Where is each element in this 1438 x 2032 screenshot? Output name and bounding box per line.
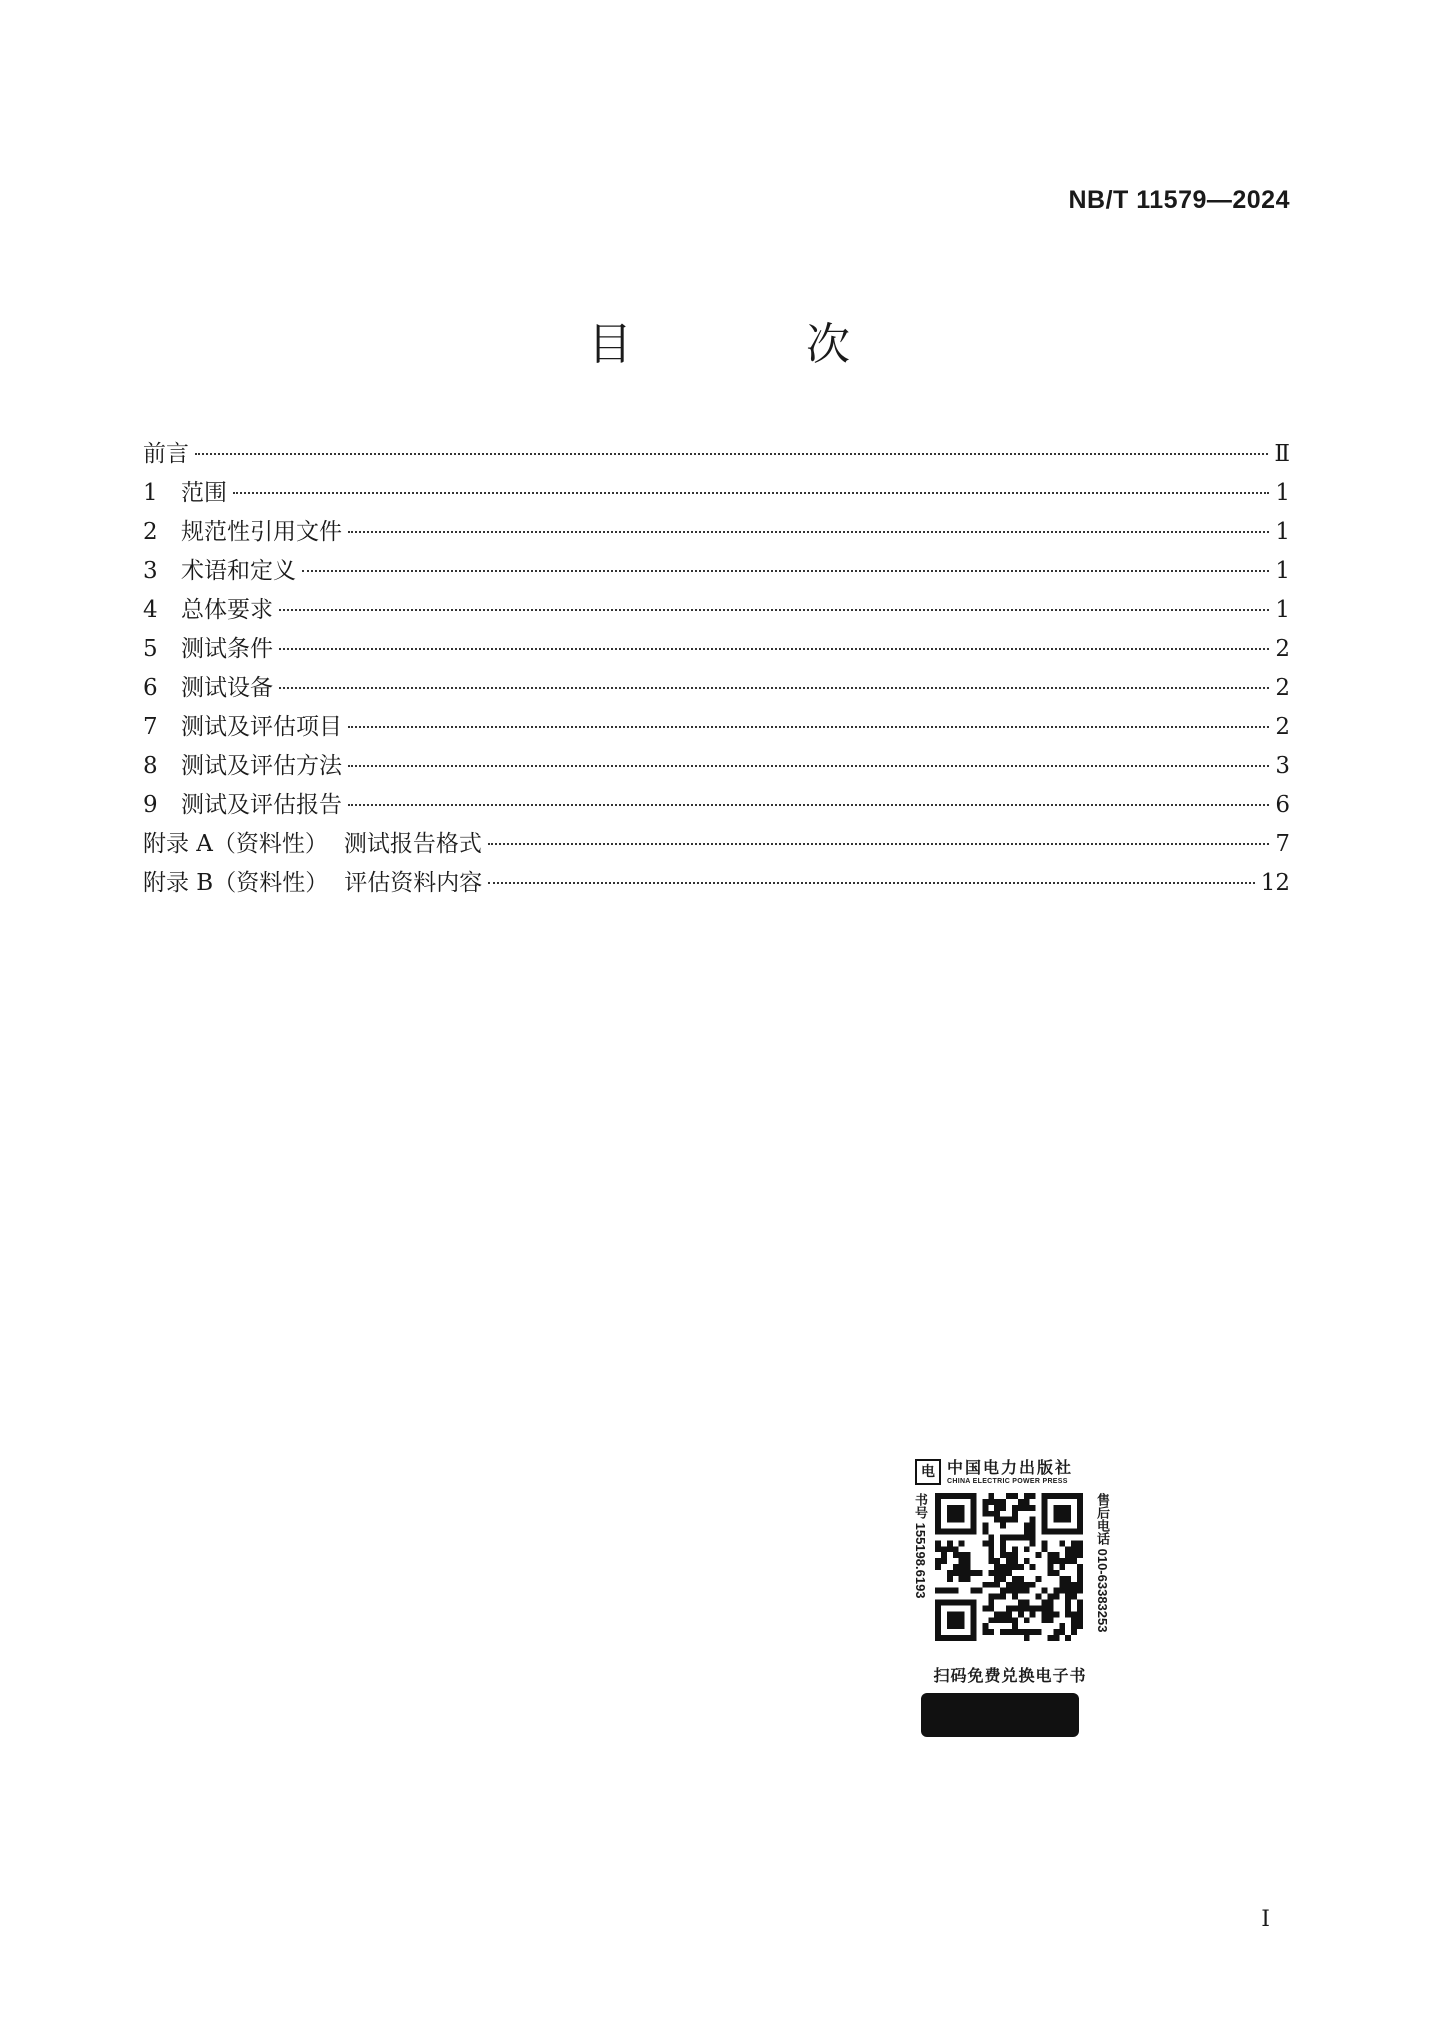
- toc-entry-label: 测试及评估方法: [181, 753, 342, 779]
- toc-leader: [279, 648, 1269, 650]
- toc-entry-foreword[interactable]: [143, 435, 1290, 474]
- toc-entry-number: 6: [143, 675, 158, 701]
- toc-leader: [279, 687, 1269, 689]
- book-number: 书号 155198.6193: [913, 1493, 928, 1599]
- toc-entry-page: 2: [1275, 675, 1290, 701]
- toc-entry-8[interactable]: [143, 747, 1290, 786]
- toc-entry-label: 测试及评估项目: [181, 714, 342, 740]
- toc-entry-label: 术语和定义: [181, 558, 296, 584]
- toc-leader: [348, 531, 1269, 533]
- toc-entry-number: 2: [143, 519, 158, 545]
- service-hotline: 售后电话 010-63383253: [1095, 1493, 1110, 1633]
- toc-entry-page: 1: [1275, 480, 1290, 506]
- toc-entry-label: [143, 825, 482, 864]
- toc-leader: [488, 843, 1269, 845]
- annex-prefix: 附录 A（资料性）: [143, 831, 328, 857]
- toc-entry-label: 测试及评估报告: [181, 792, 342, 818]
- qr-middle: [913, 1493, 1110, 1671]
- toc-entry-number: 9: [143, 792, 158, 818]
- toc-entry-label: 测试条件: [181, 636, 273, 662]
- publisher-text: [947, 1459, 1073, 1486]
- toc-entry-page: 6: [1275, 792, 1290, 818]
- ebook-qr-sticker: [913, 1455, 1110, 1735]
- toc-entry-label: 前言: [143, 441, 189, 467]
- toc-entry-page: 3: [1275, 753, 1290, 779]
- publisher-name-cn: 中国电力出版社: [947, 1457, 1074, 1477]
- table-of-contents: [143, 435, 1290, 903]
- publisher-name-en: CHINA ELECTRIC POWER PRESS: [947, 1477, 1068, 1485]
- toc-entry-5[interactable]: [143, 630, 1290, 669]
- toc-entry-4[interactable]: [143, 591, 1290, 630]
- toc-entry-label: 测试设备: [181, 675, 273, 701]
- toc-leader: [279, 609, 1269, 611]
- toc-entry-page: 1: [1275, 519, 1290, 545]
- toc-entry-number: 3: [143, 558, 158, 584]
- toc-entry-label: 规范性引用文件: [181, 519, 342, 545]
- toc-entry-3[interactable]: [143, 552, 1290, 591]
- toc-leader: [348, 726, 1269, 728]
- toc-entry-6[interactable]: [143, 669, 1290, 708]
- toc-entry-label: [143, 864, 482, 903]
- toc-entry-number: 4: [143, 597, 158, 623]
- toc-entry-annex-a[interactable]: [143, 825, 1290, 864]
- annex-title: 评估资料内容: [344, 870, 483, 896]
- page-number: I: [1261, 1907, 1270, 1932]
- annex-prefix: 附录 B（资料性）: [143, 870, 329, 896]
- toc-entry-9[interactable]: [143, 786, 1290, 825]
- toc-entry-number: 7: [143, 714, 158, 740]
- toc-entry-1[interactable]: [143, 474, 1290, 513]
- toc-entry-7[interactable]: [143, 708, 1290, 747]
- toc-entry-number: 8: [143, 753, 158, 779]
- toc-leader: [488, 882, 1255, 884]
- toc-entry-annex-b[interactable]: [143, 864, 1290, 903]
- toc-leader: [233, 492, 1269, 494]
- publisher-header: [915, 1455, 1105, 1489]
- toc-entry-page: Ⅱ: [1274, 441, 1290, 467]
- toc-entry-page: 7: [1275, 831, 1290, 857]
- toc-leader: [195, 453, 1268, 455]
- toc-entry-2[interactable]: [143, 513, 1290, 552]
- toc-entry-page: 1: [1275, 597, 1290, 623]
- qr-caption: 扫码免费兑换电子书: [933, 1666, 1087, 1685]
- toc-title: 目 次: [588, 319, 930, 370]
- toc-entry-number: 1: [143, 480, 158, 506]
- toc-entry-page: 12: [1260, 870, 1290, 896]
- toc-leader: [348, 765, 1269, 767]
- standard-code: NB/T 11579—2024: [1068, 186, 1290, 214]
- annex-title: 测试报告格式: [343, 831, 482, 857]
- toc-entry-page: 2: [1275, 714, 1290, 740]
- toc-entry-number: 5: [143, 636, 158, 662]
- qr-code-icon[interactable]: [935, 1493, 1083, 1641]
- toc-entry-page: 2: [1275, 636, 1290, 662]
- toc-leader: [302, 570, 1269, 572]
- toc-leader: [348, 804, 1269, 806]
- toc-entry-label: 范围: [181, 480, 227, 506]
- toc-entry-page: 1: [1275, 558, 1290, 584]
- redacted-code-label: [921, 1693, 1079, 1737]
- toc-entry-label: 总体要求: [181, 597, 273, 623]
- publisher-logo-icon: 电: [915, 1459, 941, 1485]
